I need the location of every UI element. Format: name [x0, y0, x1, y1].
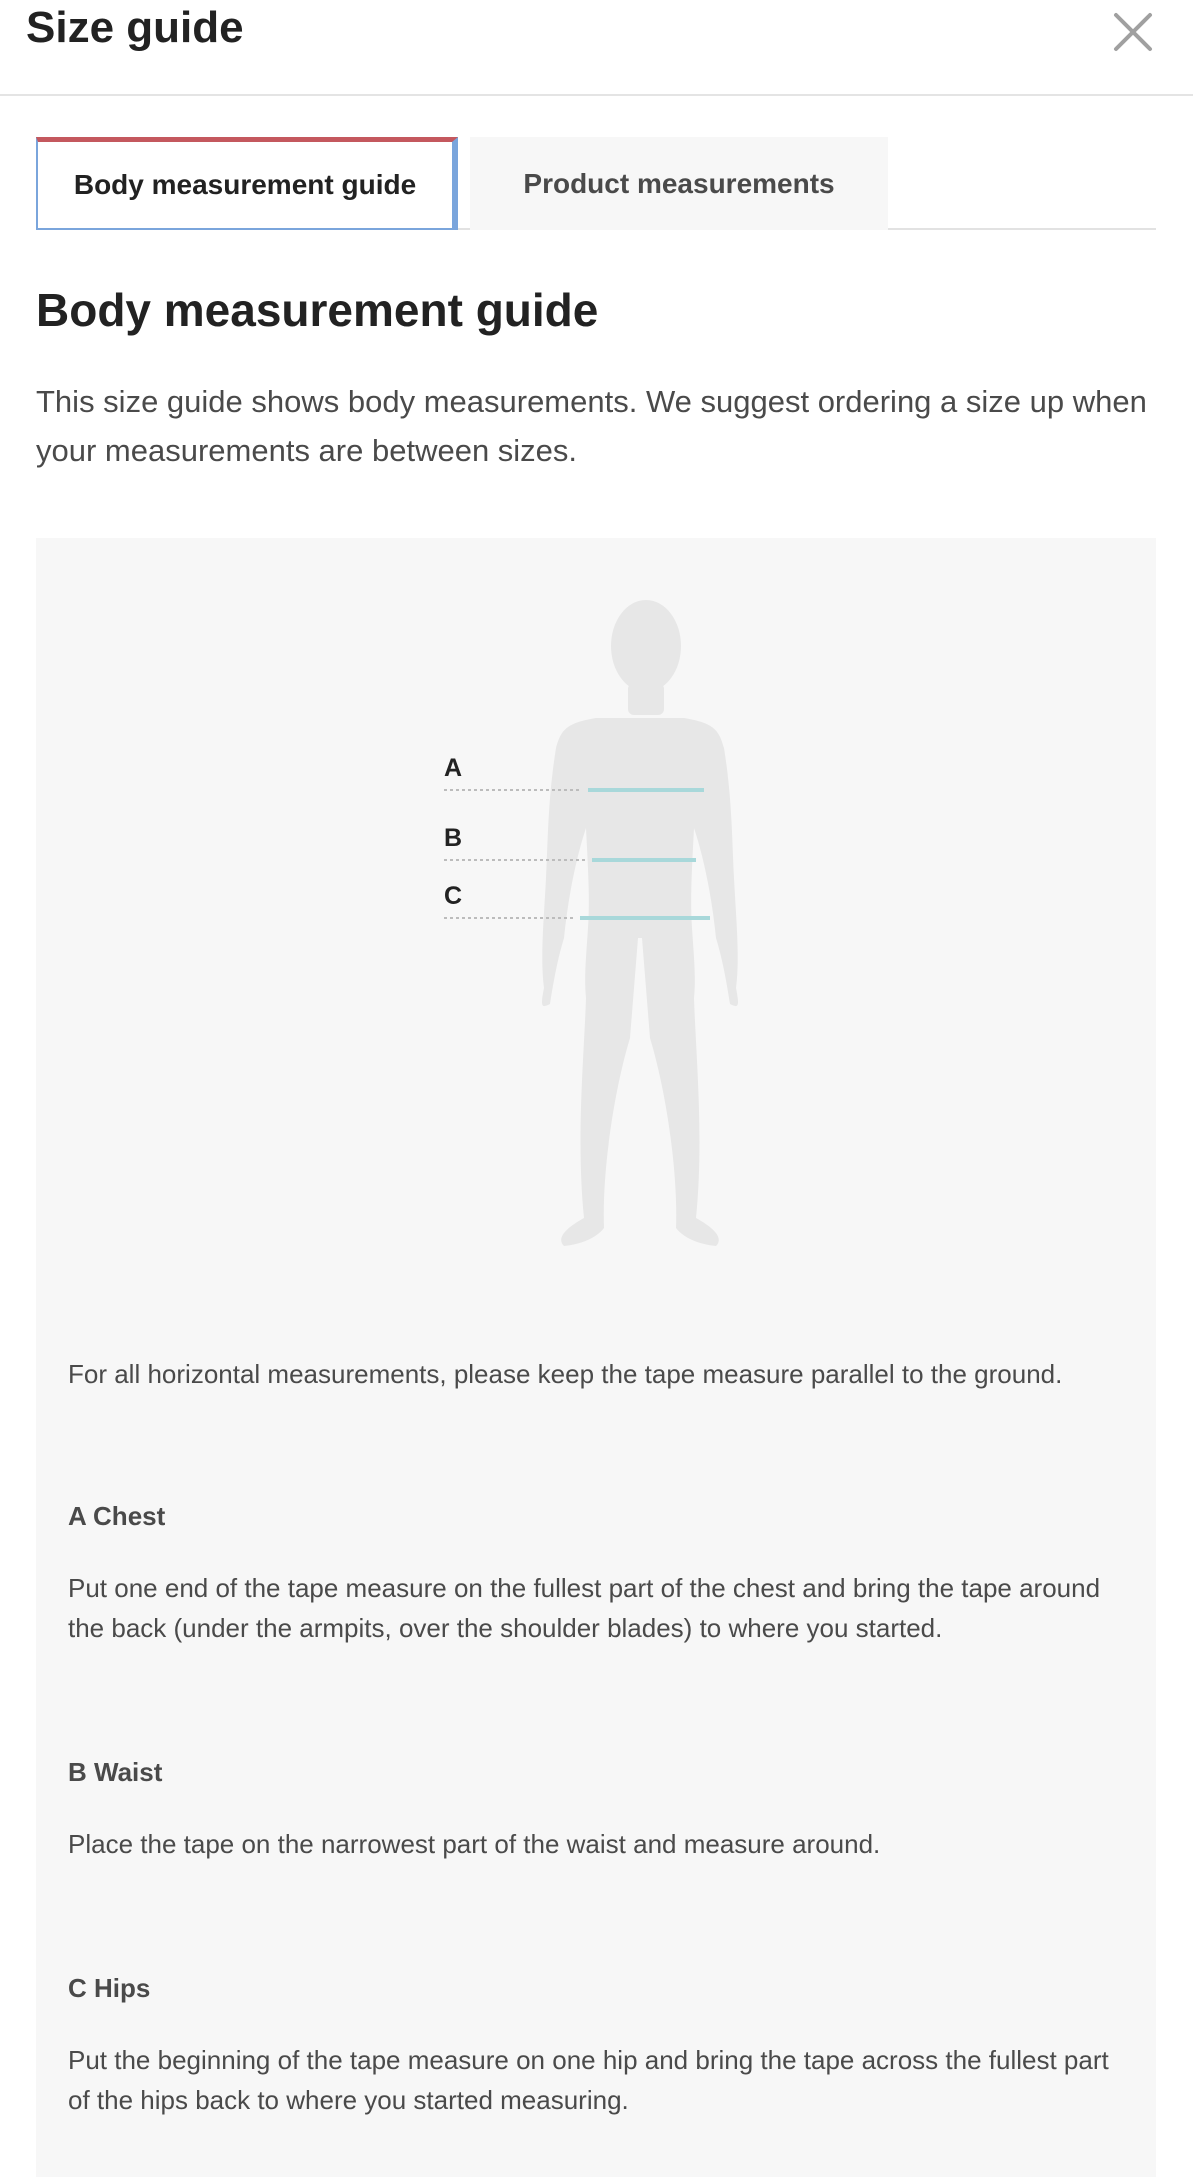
- body-silhouette-figure: [36, 538, 1156, 1298]
- figure-label-c: C: [444, 882, 463, 910]
- close-button[interactable]: [1109, 8, 1157, 56]
- modal-title: Size guide: [26, 3, 244, 52]
- hips-description: Put the beginning of the tape measure on one hip and bring the tape across the fullest part of the hips back to where you started measuring.: [68, 2045, 1109, 2115]
- tab-bar: [36, 137, 1156, 230]
- figure-label-b: B: [444, 824, 463, 852]
- measurement-note: For all horizontal measurements, please keep the tape measure parallel to the ground.: [68, 1359, 1063, 1389]
- hips-title: C Hips: [68, 1973, 151, 2003]
- tab-product-measurements[interactable]: Product measurements: [470, 137, 888, 230]
- chest-description: Put one end of the tape measure on the fullest part of the chest and bring the tape around the back (under the armpits, over the shoulder blades) to where you started.: [68, 1573, 1101, 1643]
- section-title: Body measurement guide: [36, 284, 599, 336]
- waist-title: B Waist: [68, 1757, 163, 1787]
- modal-header: [0, 0, 1193, 96]
- measurement-panel: [36, 538, 1156, 2177]
- waist-description: Place the tape on the narrowest part of the waist and measure around.: [68, 1829, 881, 1859]
- chest-title: A Chest: [68, 1501, 166, 1531]
- figure-label-a: A: [444, 754, 463, 782]
- body-silhouette: [542, 600, 738, 1246]
- tab-body-measurement-guide[interactable]: Body measurement guide: [36, 137, 458, 230]
- intro-text: This size guide shows body measurements. We suggest ordering a size up when your measurements are between sizes.: [36, 384, 1147, 468]
- close-icon: [1109, 8, 1157, 56]
